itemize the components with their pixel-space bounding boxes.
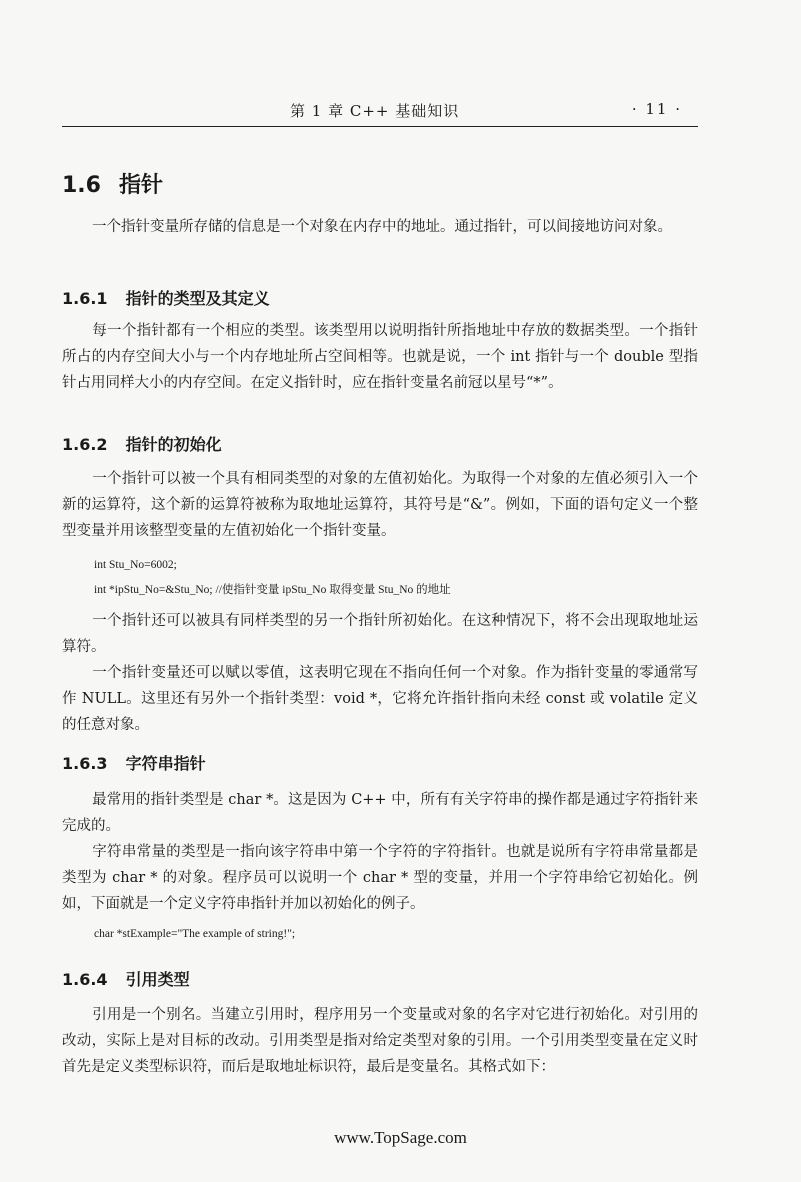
code-line: int Stu_No=6002; <box>94 559 177 571</box>
paragraph: 一个指针可以被一个具有相同类型的对象的左值初始化。为取得一个对象的左值必须引入一个新的运算符，这个新的运算符被称为取地址运算符，其符号是“&”。例如，下面的语句定义一个整型变量并用该整型变量的左值初始化一个指针变量。 <box>62 471 698 539</box>
intro-paragraph: 一个指针变量所存储的信息是一个对象在内存中的地址。通过指针，可以间接地访问对象。 <box>92 219 672 235</box>
running-header <box>62 96 698 127</box>
subsection-heading-1-6-4: 1.6.4 引用类型 <box>62 970 190 989</box>
code-line: int *ipStu_No=&Stu_No; //使指针变量 ipStu_No 取得变量 Stu_No 的地址 <box>94 584 451 596</box>
subsection-heading-1-6-2: 1.6.2 指针的初始化 <box>62 435 222 454</box>
footer-url: www.TopSage.com <box>334 1128 467 1147</box>
chapter-title: 第 1 章 C++ 基础知识 <box>290 102 460 120</box>
section-title: 指针 <box>118 173 163 198</box>
paragraph: 字符串常量的类型是一指向该字符串中第一个字符的字符指针。也就是说所有字符串常量都是类型为 char * 的对象。程序员可以说明一个 char * 型的变量，并用一个字符串给它初始化。例如，下面就是一个定义字符串指针并加以初始化的例子。 <box>62 844 698 912</box>
page-number: · 11 · <box>631 100 682 118</box>
section-number: 1.6 <box>62 173 101 198</box>
code-line: char *stExample="The example of string!"; <box>94 928 296 940</box>
paragraph: 一个指针还可以被具有同样类型的另一个指针所初始化。在这种情况下，将不会出现取地址运算符。 <box>62 613 698 655</box>
paragraph: 引用是一个别名。当建立引用时，程序用另一个变量或对象的名字对它进行初始化。对引用的改动，实际上是对目标的改动。引用类型是指对给定类型对象的引用。一个引用类型变量在定义时首先是定义类型标识符，而后是取地址标识符，最后是变量名。其格式如下： <box>62 1007 698 1075</box>
paragraph: 最常用的指针类型是 char *。这是因为 C++ 中，所有有关字符串的操作都是通过字符指针来完成的。 <box>62 792 698 834</box>
subsection-heading-1-6-3: 1.6.3 字符串指针 <box>62 754 206 773</box>
paragraph: 每一个指针都有一个相应的类型。该类型用以说明指针所指地址中存放的数据类型。一个指针所占的内存空间大小与一个内存地址所占空间相等。也就是说，一个 int 指针与一个 double 型指针占用同样大小的内存空间。在定义指针时，应在指针变量名前冠以星号“*”。 <box>62 323 698 391</box>
section-heading <box>62 168 163 199</box>
paragraph: 一个指针变量还可以赋以零值，这表明它现在不指向任何一个对象。作为指针变量的零通常写作 NULL。这里还有另外一个指针类型：void *，它将允许指针指向未经 const 或 volatile 定义的任意对象。 <box>62 665 698 733</box>
subsection-heading-1-6-1: 1.6.1 指针的类型及其定义 <box>62 289 270 308</box>
